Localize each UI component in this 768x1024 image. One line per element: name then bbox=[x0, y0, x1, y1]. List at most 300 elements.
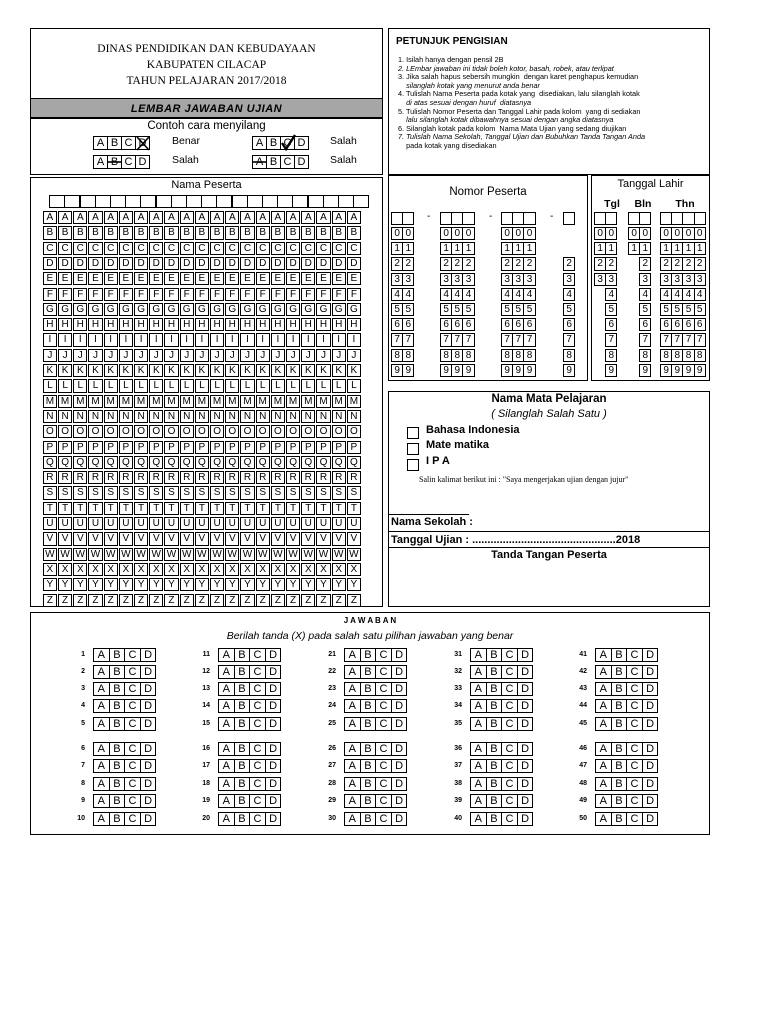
answer-bubble[interactable]: A bbox=[595, 648, 612, 662]
name-letter-bubble[interactable]: N bbox=[119, 410, 133, 423]
answer-bubble[interactable]: B bbox=[611, 717, 628, 731]
name-letter-bubble[interactable]: F bbox=[240, 288, 254, 301]
name-letter-bubble[interactable]: S bbox=[332, 486, 346, 499]
name-letter-bubble[interactable]: N bbox=[73, 410, 87, 423]
name-letter-bubble[interactable]: U bbox=[134, 517, 148, 530]
name-letter-bubble[interactable]: F bbox=[88, 288, 102, 301]
answer-bubble[interactable]: D bbox=[642, 665, 659, 679]
name-letter-bubble[interactable]: F bbox=[73, 288, 87, 301]
nomor-digit-bubble[interactable]: 0 bbox=[440, 227, 452, 240]
name-letter-bubble[interactable]: U bbox=[286, 517, 300, 530]
name-letter-bubble[interactable]: Q bbox=[43, 456, 57, 469]
name-write-cell[interactable] bbox=[125, 195, 141, 208]
name-letter-bubble[interactable]: Y bbox=[301, 578, 315, 591]
name-letter-bubble[interactable]: X bbox=[119, 563, 133, 576]
answer-bubble[interactable]: B bbox=[109, 665, 126, 679]
nomor-digit-bubble[interactable]: 1 bbox=[501, 242, 513, 255]
name-letter-bubble[interactable]: X bbox=[256, 563, 270, 576]
name-letter-bubble[interactable]: Z bbox=[316, 594, 330, 607]
name-letter-bubble[interactable]: C bbox=[195, 242, 209, 255]
name-letter-bubble[interactable]: U bbox=[104, 517, 118, 530]
name-letter-bubble[interactable]: G bbox=[58, 303, 72, 316]
name-letter-bubble[interactable]: I bbox=[347, 333, 361, 346]
name-letter-bubble[interactable]: X bbox=[73, 563, 87, 576]
name-letter-bubble[interactable]: E bbox=[134, 272, 148, 285]
nomor-digit-bubble[interactable]: 4 bbox=[451, 288, 463, 301]
name-letter-bubble[interactable]: X bbox=[225, 563, 239, 576]
nomor-digit-bubble[interactable]: 0 bbox=[523, 227, 535, 240]
name-letter-bubble[interactable]: V bbox=[43, 532, 57, 545]
tgl-digit-bubble[interactable]: 1 bbox=[682, 242, 694, 255]
answer-bubble[interactable]: B bbox=[109, 682, 126, 696]
name-letter-bubble[interactable]: H bbox=[119, 318, 133, 331]
name-letter-bubble[interactable]: R bbox=[149, 471, 163, 484]
tgl-write-cell[interactable] bbox=[605, 212, 617, 225]
nomor-digit-bubble[interactable]: 1 bbox=[512, 242, 524, 255]
name-letter-bubble[interactable]: K bbox=[43, 364, 57, 377]
name-letter-bubble[interactable]: P bbox=[164, 441, 178, 454]
answer-bubble[interactable]: D bbox=[517, 682, 534, 696]
name-letter-bubble[interactable]: A bbox=[43, 211, 57, 224]
name-letter-bubble[interactable]: V bbox=[301, 532, 315, 545]
nomor-digit-bubble[interactable]: 3 bbox=[440, 273, 452, 286]
name-letter-bubble[interactable]: C bbox=[316, 242, 330, 255]
answer-bubble[interactable]: A bbox=[218, 794, 235, 808]
answer-bubble[interactable]: B bbox=[234, 682, 251, 696]
answer-bubble[interactable]: D bbox=[642, 682, 659, 696]
name-letter-bubble[interactable]: C bbox=[164, 242, 178, 255]
tgl-digit-bubble[interactable]: 3 bbox=[594, 273, 606, 286]
nomor-digit-bubble[interactable]: 6 bbox=[462, 318, 474, 331]
name-letter-bubble[interactable]: I bbox=[73, 333, 87, 346]
name-letter-bubble[interactable]: H bbox=[73, 318, 87, 331]
name-letter-bubble[interactable]: X bbox=[104, 563, 118, 576]
name-letter-bubble[interactable]: C bbox=[119, 242, 133, 255]
nomor-digit-bubble[interactable]: 5 bbox=[451, 303, 463, 316]
name-letter-bubble[interactable]: T bbox=[73, 502, 87, 515]
name-letter-bubble[interactable]: P bbox=[134, 441, 148, 454]
answer-bubble[interactable]: B bbox=[486, 794, 503, 808]
tgl-digit-bubble[interactable]: 8 bbox=[639, 349, 651, 362]
name-letter-bubble[interactable]: C bbox=[43, 242, 57, 255]
name-letter-bubble[interactable]: A bbox=[332, 211, 346, 224]
answer-bubble[interactable]: D bbox=[265, 665, 282, 679]
nomor-digit-bubble[interactable]: 1 bbox=[402, 242, 414, 255]
name-letter-bubble[interactable]: H bbox=[347, 318, 361, 331]
nomor-digit-bubble[interactable]: 7 bbox=[402, 333, 414, 346]
name-letter-bubble[interactable]: A bbox=[180, 211, 194, 224]
name-letter-bubble[interactable]: U bbox=[271, 517, 285, 530]
name-letter-bubble[interactable]: K bbox=[88, 364, 102, 377]
name-letter-bubble[interactable]: O bbox=[256, 425, 270, 438]
answer-bubble[interactable]: B bbox=[486, 777, 503, 791]
name-letter-bubble[interactable]: T bbox=[271, 502, 285, 515]
name-letter-bubble[interactable]: C bbox=[256, 242, 270, 255]
name-letter-bubble[interactable]: I bbox=[210, 333, 224, 346]
nomor-digit-bubble[interactable]: 3 bbox=[391, 273, 403, 286]
name-letter-bubble[interactable]: U bbox=[88, 517, 102, 530]
name-letter-bubble[interactable]: Z bbox=[58, 594, 72, 607]
name-letter-bubble[interactable]: A bbox=[240, 211, 254, 224]
tgl-digit-bubble[interactable]: 5 bbox=[639, 303, 651, 316]
name-letter-bubble[interactable]: U bbox=[240, 517, 254, 530]
name-letter-bubble[interactable]: P bbox=[347, 441, 361, 454]
name-write-cell[interactable] bbox=[353, 195, 369, 208]
name-letter-bubble[interactable]: R bbox=[58, 471, 72, 484]
answer-bubble[interactable]: D bbox=[140, 648, 157, 662]
name-letter-bubble[interactable]: J bbox=[195, 349, 209, 362]
name-letter-bubble[interactable]: I bbox=[134, 333, 148, 346]
name-letter-bubble[interactable]: U bbox=[119, 517, 133, 530]
name-letter-bubble[interactable]: V bbox=[88, 532, 102, 545]
name-letter-bubble[interactable]: A bbox=[104, 211, 118, 224]
answer-bubble[interactable]: C bbox=[626, 699, 643, 713]
answer-bubble[interactable]: A bbox=[218, 812, 235, 826]
name-letter-bubble[interactable]: D bbox=[210, 257, 224, 270]
name-letter-bubble[interactable]: U bbox=[316, 517, 330, 530]
name-letter-bubble[interactable]: X bbox=[286, 563, 300, 576]
answer-bubble[interactable]: A bbox=[93, 717, 110, 731]
name-letter-bubble[interactable]: W bbox=[180, 548, 194, 561]
name-letter-bubble[interactable]: B bbox=[271, 226, 285, 239]
answer-bubble[interactable]: C bbox=[626, 742, 643, 756]
name-letter-bubble[interactable]: B bbox=[43, 226, 57, 239]
name-letter-bubble[interactable]: J bbox=[240, 349, 254, 362]
name-letter-bubble[interactable]: W bbox=[104, 548, 118, 561]
name-letter-bubble[interactable]: Y bbox=[43, 578, 57, 591]
answer-bubble[interactable]: C bbox=[375, 812, 392, 826]
name-letter-bubble[interactable]: K bbox=[256, 364, 270, 377]
answer-bubble[interactable]: B bbox=[611, 742, 628, 756]
name-letter-bubble[interactable]: N bbox=[332, 410, 346, 423]
name-letter-bubble[interactable]: V bbox=[58, 532, 72, 545]
name-letter-bubble[interactable]: Q bbox=[347, 456, 361, 469]
name-letter-bubble[interactable]: V bbox=[347, 532, 361, 545]
tgl-digit-bubble[interactable]: 5 bbox=[671, 303, 683, 316]
tgl-digit-bubble[interactable]: 4 bbox=[639, 288, 651, 301]
answer-bubble[interactable]: A bbox=[344, 648, 361, 662]
answer-bubble[interactable]: C bbox=[124, 777, 141, 791]
name-letter-bubble[interactable]: X bbox=[332, 563, 346, 576]
checkbox-matematika[interactable] bbox=[407, 443, 419, 455]
name-letter-bubble[interactable]: U bbox=[149, 517, 163, 530]
answer-bubble[interactable]: A bbox=[470, 699, 487, 713]
name-letter-bubble[interactable]: W bbox=[347, 548, 361, 561]
name-letter-bubble[interactable]: Q bbox=[119, 456, 133, 469]
name-letter-bubble[interactable]: C bbox=[104, 242, 118, 255]
name-letter-bubble[interactable]: L bbox=[286, 379, 300, 392]
nomor-digit-bubble[interactable]: 0 bbox=[512, 227, 524, 240]
nomor-digit-bubble[interactable]: 4 bbox=[391, 288, 403, 301]
name-letter-bubble[interactable]: Y bbox=[104, 578, 118, 591]
name-letter-bubble[interactable]: Z bbox=[347, 594, 361, 607]
name-letter-bubble[interactable]: V bbox=[316, 532, 330, 545]
name-letter-bubble[interactable]: S bbox=[286, 486, 300, 499]
name-letter-bubble[interactable]: B bbox=[119, 226, 133, 239]
name-letter-bubble[interactable]: R bbox=[256, 471, 270, 484]
answer-bubble[interactable]: C bbox=[626, 717, 643, 731]
nomor-digit-bubble[interactable]: 5 bbox=[462, 303, 474, 316]
answer-bubble[interactable]: B bbox=[109, 794, 126, 808]
name-letter-bubble[interactable]: Q bbox=[180, 456, 194, 469]
name-letter-bubble[interactable]: J bbox=[210, 349, 224, 362]
tgl-digit-bubble[interactable]: 8 bbox=[682, 349, 694, 362]
name-letter-bubble[interactable]: X bbox=[149, 563, 163, 576]
answer-bubble[interactable]: B bbox=[611, 665, 628, 679]
answer-bubble[interactable]: A bbox=[93, 665, 110, 679]
answer-bubble[interactable]: A bbox=[344, 717, 361, 731]
name-letter-bubble[interactable]: B bbox=[149, 226, 163, 239]
name-letter-bubble[interactable]: X bbox=[316, 563, 330, 576]
name-letter-bubble[interactable]: M bbox=[134, 395, 148, 408]
name-letter-bubble[interactable]: J bbox=[104, 349, 118, 362]
nomor-digit-bubble[interactable]: 7 bbox=[462, 333, 474, 346]
name-letter-bubble[interactable]: O bbox=[58, 425, 72, 438]
name-letter-bubble[interactable]: E bbox=[104, 272, 118, 285]
answer-bubble[interactable]: A bbox=[218, 665, 235, 679]
answer-bubble[interactable]: B bbox=[234, 699, 251, 713]
name-letter-bubble[interactable]: F bbox=[347, 288, 361, 301]
name-letter-bubble[interactable]: B bbox=[195, 226, 209, 239]
name-write-cell[interactable] bbox=[80, 195, 96, 208]
name-letter-bubble[interactable]: E bbox=[43, 272, 57, 285]
nomor-digit-bubble[interactable]: 3 bbox=[563, 273, 575, 286]
answer-bubble[interactable]: B bbox=[109, 742, 126, 756]
name-letter-bubble[interactable]: P bbox=[332, 441, 346, 454]
nomor-digit-bubble[interactable]: 9 bbox=[440, 364, 452, 377]
answer-bubble[interactable]: D bbox=[642, 699, 659, 713]
name-letter-bubble[interactable]: Z bbox=[301, 594, 315, 607]
nomor-digit-bubble[interactable]: 5 bbox=[512, 303, 524, 316]
name-letter-bubble[interactable]: O bbox=[240, 425, 254, 438]
answer-bubble[interactable]: A bbox=[344, 665, 361, 679]
name-letter-bubble[interactable]: J bbox=[73, 349, 87, 362]
answer-bubble[interactable]: A bbox=[470, 812, 487, 826]
name-letter-bubble[interactable]: W bbox=[316, 548, 330, 561]
name-letter-bubble[interactable]: Z bbox=[286, 594, 300, 607]
name-letter-bubble[interactable]: U bbox=[225, 517, 239, 530]
name-letter-bubble[interactable]: O bbox=[104, 425, 118, 438]
answer-bubble[interactable]: C bbox=[249, 742, 266, 756]
name-letter-bubble[interactable]: Y bbox=[180, 578, 194, 591]
name-letter-bubble[interactable]: K bbox=[225, 364, 239, 377]
checkbox-ipa[interactable] bbox=[407, 459, 419, 471]
name-letter-bubble[interactable]: E bbox=[210, 272, 224, 285]
name-letter-bubble[interactable]: I bbox=[332, 333, 346, 346]
name-letter-bubble[interactable]: B bbox=[347, 226, 361, 239]
name-letter-bubble[interactable]: R bbox=[286, 471, 300, 484]
name-letter-bubble[interactable]: T bbox=[88, 502, 102, 515]
answer-bubble[interactable]: A bbox=[470, 682, 487, 696]
name-letter-bubble[interactable]: H bbox=[195, 318, 209, 331]
answer-bubble[interactable]: B bbox=[360, 648, 377, 662]
name-letter-bubble[interactable]: J bbox=[347, 349, 361, 362]
answer-bubble[interactable]: A bbox=[595, 665, 612, 679]
answer-bubble[interactable]: B bbox=[234, 759, 251, 773]
answer-bubble[interactable]: A bbox=[470, 794, 487, 808]
name-letter-bubble[interactable]: J bbox=[58, 349, 72, 362]
name-letter-bubble[interactable]: N bbox=[43, 410, 57, 423]
answer-bubble[interactable]: D bbox=[140, 759, 157, 773]
nomor-digit-bubble[interactable]: 8 bbox=[402, 349, 414, 362]
nomor-digit-bubble[interactable]: 4 bbox=[523, 288, 535, 301]
answer-bubble[interactable]: D bbox=[642, 648, 659, 662]
name-write-cell[interactable] bbox=[247, 195, 263, 208]
name-letter-bubble[interactable]: H bbox=[271, 318, 285, 331]
nomor-digit-bubble[interactable]: 5 bbox=[402, 303, 414, 316]
name-letter-bubble[interactable]: M bbox=[195, 395, 209, 408]
name-letter-bubble[interactable]: Z bbox=[43, 594, 57, 607]
name-letter-bubble[interactable]: O bbox=[195, 425, 209, 438]
name-letter-bubble[interactable]: Y bbox=[134, 578, 148, 591]
name-letter-bubble[interactable]: P bbox=[104, 441, 118, 454]
name-write-cell[interactable] bbox=[171, 195, 187, 208]
name-write-cell[interactable] bbox=[201, 195, 217, 208]
name-letter-bubble[interactable]: M bbox=[210, 395, 224, 408]
name-letter-bubble[interactable]: J bbox=[286, 349, 300, 362]
name-letter-bubble[interactable]: M bbox=[286, 395, 300, 408]
name-letter-bubble[interactable]: P bbox=[271, 441, 285, 454]
name-letter-bubble[interactable]: C bbox=[58, 242, 72, 255]
name-write-cell[interactable] bbox=[277, 195, 293, 208]
answer-bubble[interactable]: C bbox=[249, 648, 266, 662]
name-letter-bubble[interactable]: L bbox=[195, 379, 209, 392]
name-letter-bubble[interactable]: Z bbox=[210, 594, 224, 607]
name-letter-bubble[interactable]: M bbox=[256, 395, 270, 408]
name-letter-bubble[interactable]: Q bbox=[225, 456, 239, 469]
name-letter-bubble[interactable]: H bbox=[88, 318, 102, 331]
name-letter-bubble[interactable]: C bbox=[301, 242, 315, 255]
answer-bubble[interactable]: D bbox=[140, 777, 157, 791]
name-letter-bubble[interactable]: E bbox=[286, 272, 300, 285]
checkbox-bahasa-indonesia[interactable] bbox=[407, 427, 419, 439]
name-letter-bubble[interactable]: S bbox=[240, 486, 254, 499]
name-letter-bubble[interactable]: H bbox=[240, 318, 254, 331]
name-letter-bubble[interactable]: K bbox=[195, 364, 209, 377]
nomor-digit-bubble[interactable]: 5 bbox=[501, 303, 513, 316]
name-letter-bubble[interactable]: V bbox=[134, 532, 148, 545]
tgl-digit-bubble[interactable]: 3 bbox=[682, 273, 694, 286]
tgl-digit-bubble[interactable]: 4 bbox=[671, 288, 683, 301]
name-letter-bubble[interactable]: B bbox=[180, 226, 194, 239]
answer-bubble[interactable]: B bbox=[360, 742, 377, 756]
answer-bubble[interactable]: D bbox=[642, 742, 659, 756]
name-letter-bubble[interactable]: N bbox=[149, 410, 163, 423]
name-letter-bubble[interactable]: L bbox=[180, 379, 194, 392]
tgl-digit-bubble[interactable]: 8 bbox=[671, 349, 683, 362]
answer-bubble[interactable]: A bbox=[93, 777, 110, 791]
tgl-digit-bubble[interactable]: 3 bbox=[639, 273, 651, 286]
name-letter-bubble[interactable]: X bbox=[347, 563, 361, 576]
answer-bubble[interactable]: D bbox=[517, 812, 534, 826]
name-letter-bubble[interactable]: M bbox=[347, 395, 361, 408]
answer-bubble[interactable]: D bbox=[517, 742, 534, 756]
name-letter-bubble[interactable]: K bbox=[149, 364, 163, 377]
answer-bubble[interactable]: C bbox=[249, 777, 266, 791]
name-letter-bubble[interactable]: F bbox=[119, 288, 133, 301]
name-letter-bubble[interactable]: B bbox=[256, 226, 270, 239]
answer-bubble[interactable]: A bbox=[595, 794, 612, 808]
name-letter-bubble[interactable]: W bbox=[225, 548, 239, 561]
answer-bubble[interactable]: B bbox=[486, 717, 503, 731]
name-letter-bubble[interactable]: M bbox=[73, 395, 87, 408]
name-letter-bubble[interactable]: U bbox=[210, 517, 224, 530]
answer-bubble[interactable]: D bbox=[265, 742, 282, 756]
name-letter-bubble[interactable]: W bbox=[301, 548, 315, 561]
answer-bubble[interactable]: D bbox=[517, 699, 534, 713]
tgl-digit-bubble[interactable]: 1 bbox=[671, 242, 683, 255]
answer-bubble[interactable]: B bbox=[360, 699, 377, 713]
name-letter-bubble[interactable]: U bbox=[256, 517, 270, 530]
answer-bubble[interactable]: A bbox=[344, 777, 361, 791]
name-letter-bubble[interactable]: C bbox=[332, 242, 346, 255]
name-letter-bubble[interactable]: M bbox=[104, 395, 118, 408]
name-letter-bubble[interactable]: N bbox=[164, 410, 178, 423]
name-letter-bubble[interactable]: V bbox=[195, 532, 209, 545]
name-letter-bubble[interactable]: F bbox=[134, 288, 148, 301]
answer-bubble[interactable]: D bbox=[517, 759, 534, 773]
name-letter-bubble[interactable]: D bbox=[256, 257, 270, 270]
name-letter-bubble[interactable]: U bbox=[180, 517, 194, 530]
nomor-write-cell[interactable] bbox=[462, 212, 474, 225]
name-letter-bubble[interactable]: Y bbox=[210, 578, 224, 591]
name-letter-bubble[interactable]: J bbox=[134, 349, 148, 362]
answer-bubble[interactable]: A bbox=[93, 682, 110, 696]
name-letter-bubble[interactable]: W bbox=[58, 548, 72, 561]
name-letter-bubble[interactable]: G bbox=[347, 303, 361, 316]
name-letter-bubble[interactable]: L bbox=[58, 379, 72, 392]
answer-bubble[interactable]: C bbox=[249, 682, 266, 696]
name-letter-bubble[interactable]: H bbox=[104, 318, 118, 331]
answer-bubble[interactable]: C bbox=[626, 759, 643, 773]
name-letter-bubble[interactable]: I bbox=[195, 333, 209, 346]
name-letter-bubble[interactable]: T bbox=[149, 502, 163, 515]
name-letter-bubble[interactable]: K bbox=[58, 364, 72, 377]
answer-bubble[interactable]: C bbox=[501, 665, 518, 679]
answer-bubble[interactable]: A bbox=[218, 648, 235, 662]
nomor-digit-bubble[interactable]: 9 bbox=[523, 364, 535, 377]
name-letter-bubble[interactable]: I bbox=[286, 333, 300, 346]
name-letter-bubble[interactable]: L bbox=[271, 379, 285, 392]
nomor-digit-bubble[interactable]: 3 bbox=[523, 273, 535, 286]
name-letter-bubble[interactable]: H bbox=[164, 318, 178, 331]
name-letter-bubble[interactable]: F bbox=[195, 288, 209, 301]
name-letter-bubble[interactable]: H bbox=[225, 318, 239, 331]
name-letter-bubble[interactable]: C bbox=[271, 242, 285, 255]
name-letter-bubble[interactable]: D bbox=[301, 257, 315, 270]
name-letter-bubble[interactable]: Y bbox=[119, 578, 133, 591]
name-letter-bubble[interactable]: D bbox=[180, 257, 194, 270]
answer-bubble[interactable]: A bbox=[218, 699, 235, 713]
name-letter-bubble[interactable]: R bbox=[119, 471, 133, 484]
name-letter-bubble[interactable]: V bbox=[104, 532, 118, 545]
nomor-digit-bubble[interactable]: 0 bbox=[501, 227, 513, 240]
tgl-digit-bubble[interactable]: 0 bbox=[605, 227, 617, 240]
name-letter-bubble[interactable]: B bbox=[73, 226, 87, 239]
tgl-digit-bubble[interactable]: 4 bbox=[660, 288, 672, 301]
tgl-digit-bubble[interactable]: 7 bbox=[682, 333, 694, 346]
name-letter-bubble[interactable]: F bbox=[301, 288, 315, 301]
answer-bubble[interactable]: D bbox=[642, 777, 659, 791]
name-letter-bubble[interactable]: G bbox=[316, 303, 330, 316]
name-letter-bubble[interactable]: L bbox=[164, 379, 178, 392]
name-letter-bubble[interactable]: E bbox=[119, 272, 133, 285]
answer-bubble[interactable]: B bbox=[109, 699, 126, 713]
name-letter-bubble[interactable]: G bbox=[301, 303, 315, 316]
name-letter-bubble[interactable]: R bbox=[88, 471, 102, 484]
name-letter-bubble[interactable]: I bbox=[119, 333, 133, 346]
name-letter-bubble[interactable]: T bbox=[286, 502, 300, 515]
